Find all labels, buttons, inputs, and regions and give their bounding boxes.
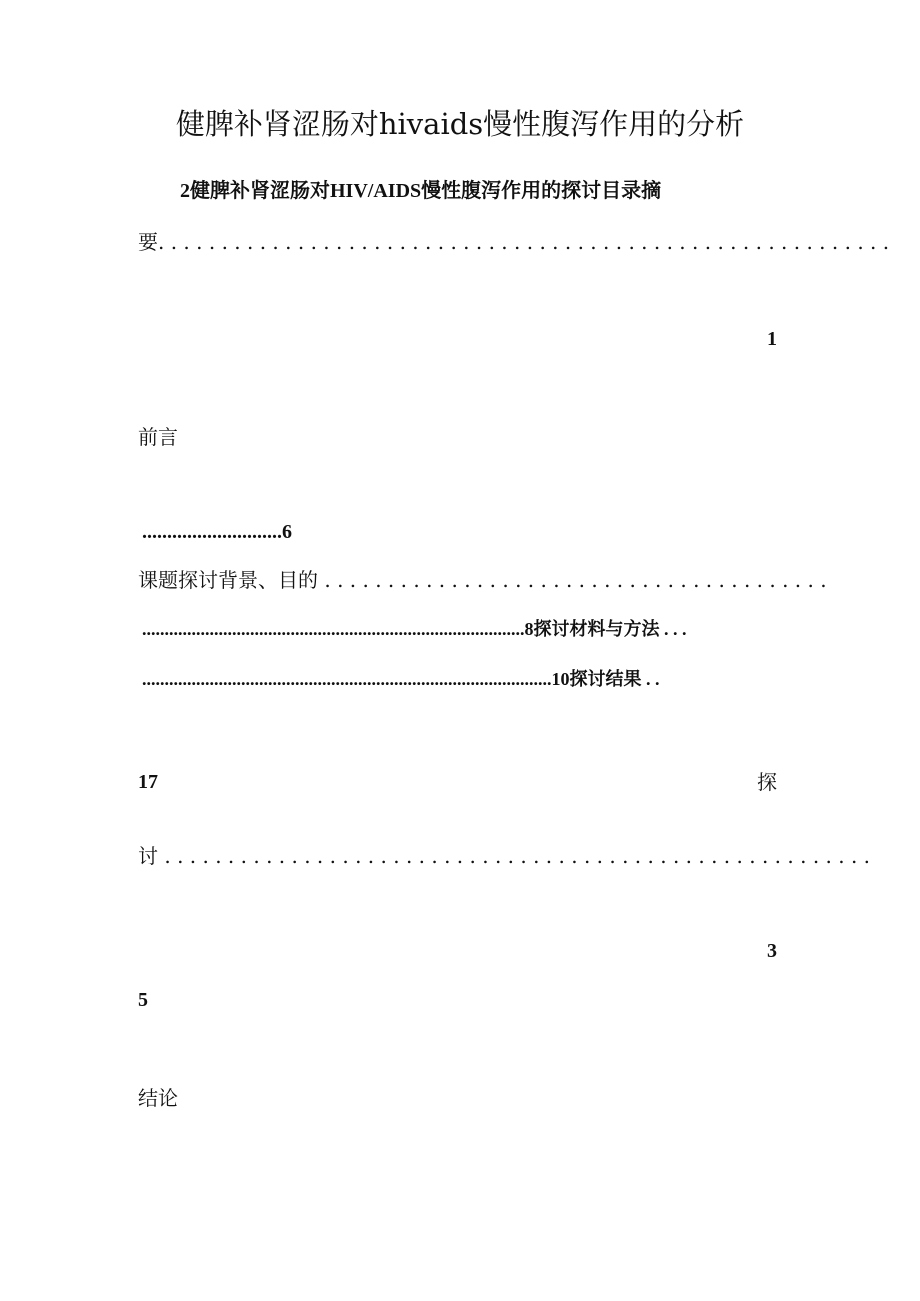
toc-entry-discussion: 讨 . . . . . . . . . . . . . . . . . . . . . . . . . . . . . . . . . . . . . . . . . . . . . . . . . . . . . . . . [138,844,871,868]
document-title: 健脾补肾涩肠对hivaids慢性腹泻作用的分析 [175,107,745,141]
toc-entry-methods: .....................................................................................8探讨材料与方法 . . . [142,619,687,639]
toc-entry-results: ...........................................................................................10探讨结果 . . [142,669,660,689]
toc-entry-background: 课题探讨背景、目的 . . . . . . . . . . . . . . . . . . . . . . . . . . . . . . . . . . . . . . . . [138,568,827,592]
toc-page-17: 17 [138,771,158,793]
toc-heading [180,180,661,201]
toc-page-5: 5 [138,989,148,1011]
toc-entry-abstract: 要. . . . . . . . . . . . . . . . . . . . . . . . . . . . . . . . . . . . . . . . . . . . . . . . . . . . . . . . . . [138,230,890,254]
toc-entry-preface: 前言 [138,425,178,449]
toc-page-3: 3 [767,940,777,962]
toc-page-abstract: 1 [767,328,777,350]
toc-heading-text: 2健脾补肾涩肠对HIV/AIDS慢性腹泻作用的探讨目录摘 [180,180,662,202]
toc-page-preface: ............................6 [142,521,292,543]
toc-entry-discussion-start: 探 [757,770,777,794]
toc-entry-conclusion: 结论 [138,1086,178,1110]
